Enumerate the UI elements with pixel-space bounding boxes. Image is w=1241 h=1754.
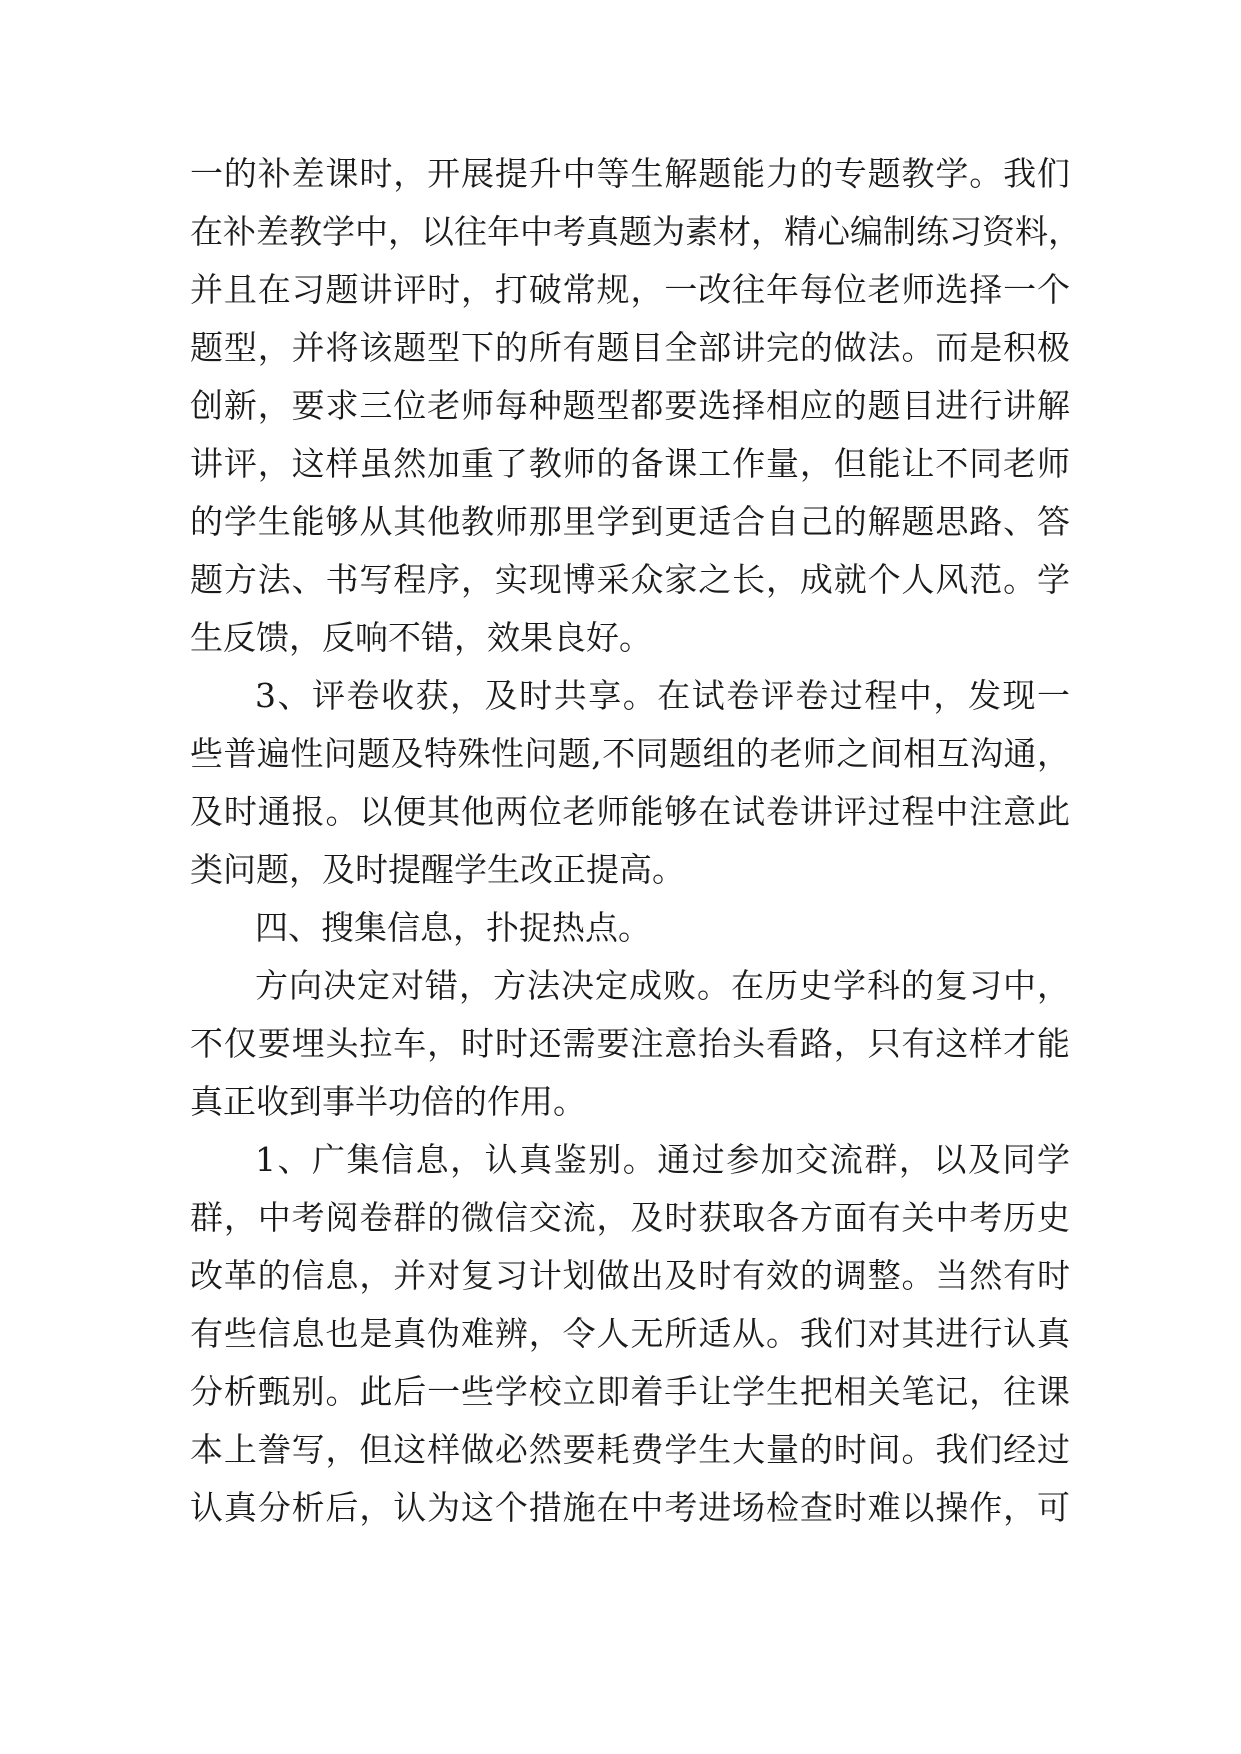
paragraph-line: 1、广集信息，认真鉴别。通过参加交流群，以及同学 (255, 1140, 1070, 1179)
paragraph-line: 并且在习题讲评时，打破常规，一改往年每位老师选择一个 (190, 270, 1070, 309)
paragraph-line: 创新，要求三位老师每种题型都要选择相应的题目进行讲解 (190, 386, 1070, 425)
paragraph-line: 讲评，这样虽然加重了教师的备课工作量，但能让不同老师 (190, 444, 1070, 483)
paragraph-line: 的学生能够从其他教师那里学到更适合自己的解题思路、答 (190, 502, 1070, 541)
paragraph-line: 有些信息也是真伪难辨，令人无所适从。我们对其进行认真 (190, 1314, 1070, 1353)
paragraph-line: 题型，并将该题型下的所有题目全部讲完的做法。而是积极 (190, 328, 1070, 367)
paragraph-line: 类问题，及时提醒学生改正提高。 (190, 850, 685, 889)
paragraph-line: 认真分析后，认为这个措施在中考进场检查时难以操作，可 (190, 1488, 1070, 1527)
paragraph-line: 在补差教学中，以往年中考真题为素材，精心编制练习资料， (190, 212, 1081, 251)
paragraph-line: 题方法、书写程序，实现博采众家之长，成就个人风范。学 (190, 560, 1070, 599)
paragraph-line: 及时通报。以便其他两位老师能够在试卷讲评过程中注意此 (190, 792, 1070, 831)
paragraph-line: 本上誊写，但这样做必然要耗费学生大量的时间。我们经过 (190, 1430, 1070, 1469)
paragraph-line: 3、评卷收获，及时共享。在试卷评卷过程中，发现一 (255, 676, 1070, 715)
paragraph-line: 群，中考阅卷群的微信交流，及时获取各方面有关中考历史 (190, 1198, 1070, 1237)
paragraph-line: 分析甄别。此后一些学校立即着手让学生把相关笔记，往课 (190, 1372, 1070, 1411)
paragraph-line: 真正收到事半功倍的作用。 (190, 1082, 586, 1121)
paragraph-line: 生反馈，反响不错，效果良好。 (190, 618, 652, 657)
paragraph-line: 方向决定对错，方法决定成败。在历史学科的复习中， (255, 966, 1070, 1005)
section-heading: 四、搜集信息，扑捉热点。 (255, 908, 651, 947)
paragraph-line: 些普遍性问题及特殊性问题,不同题组的老师之间相互沟通， (190, 734, 1070, 773)
paragraph-line: 不仅要埋头拉车，时时还需要注意抬头看路，只有这样才能 (190, 1024, 1070, 1063)
paragraph-line: 改革的信息，并对复习计划做出及时有效的调整。当然有时 (190, 1256, 1070, 1295)
paragraph-line: 一的补差课时，开展提升中等生解题能力的专题教学。我们 (190, 154, 1070, 193)
